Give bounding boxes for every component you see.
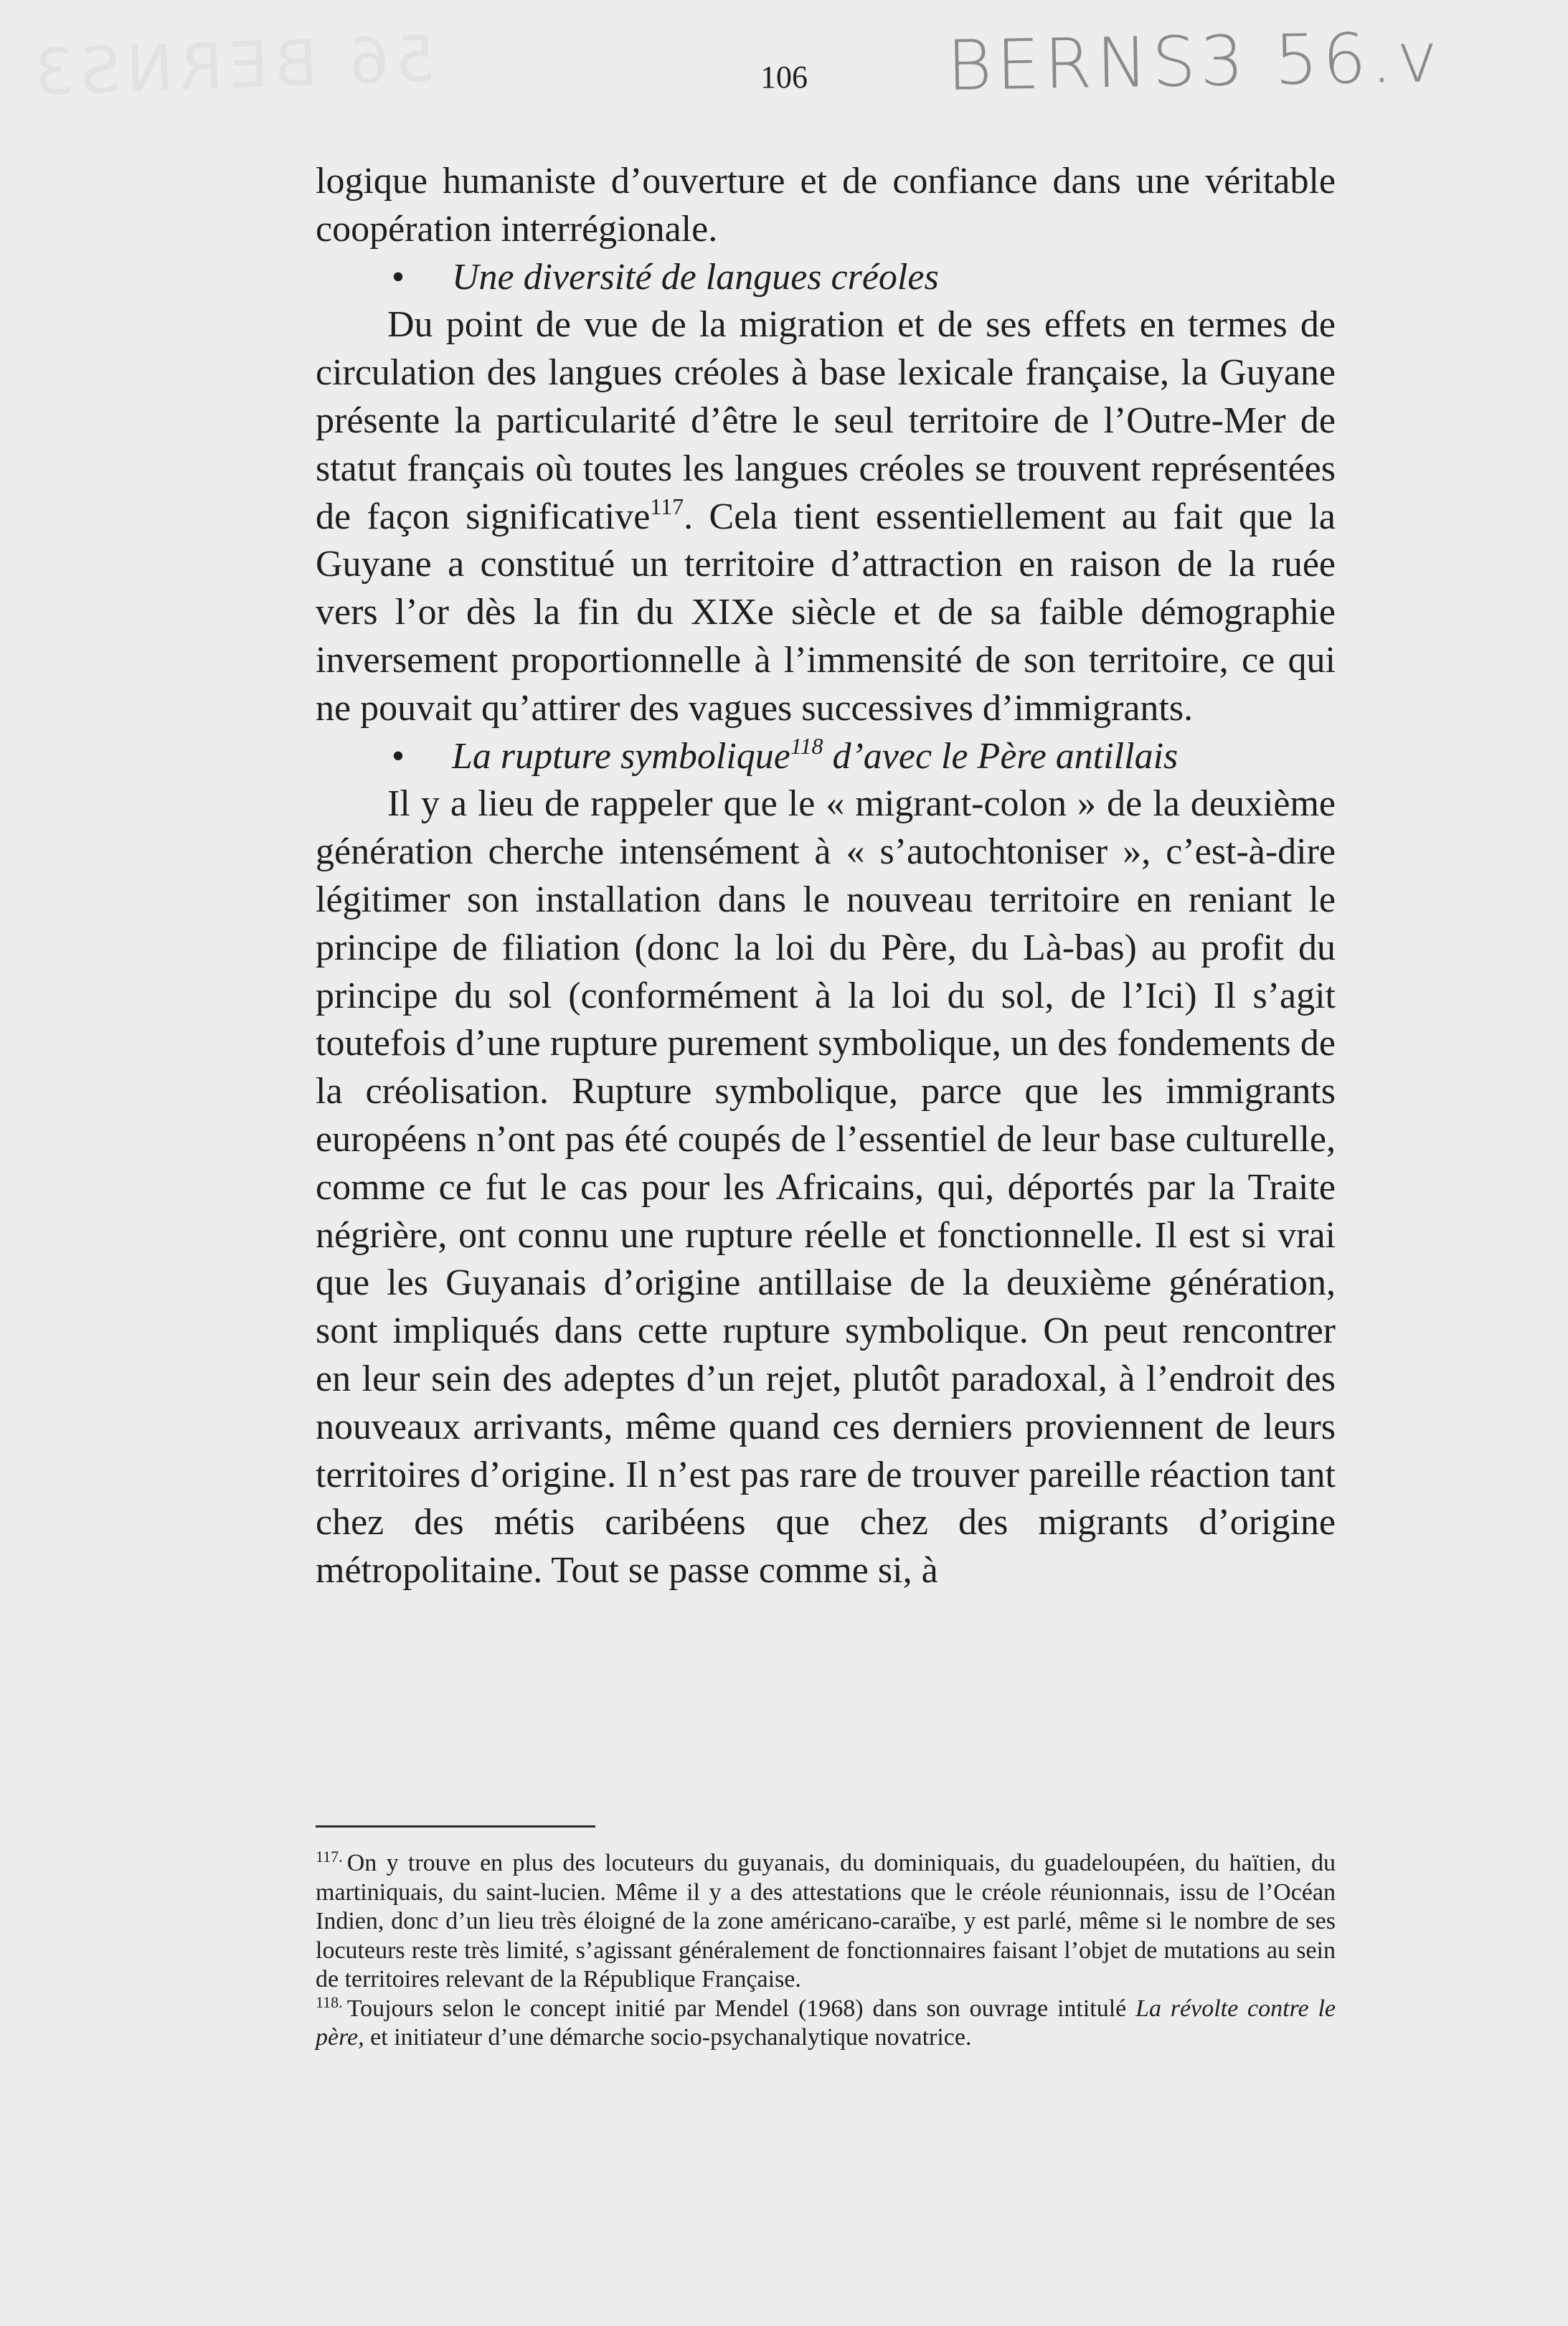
paragraph-migration [316, 301, 1336, 732]
footnote-divider [316, 1825, 595, 1828]
footnote-reference: 117 [650, 493, 684, 519]
section-heading-creole-diversity [316, 254, 1336, 302]
bleed-through-annotation: 56 BERNS3 [27, 22, 437, 110]
page-number: 106 [760, 60, 808, 95]
paragraph-migrant-colon: Il y a lieu de rappeler que le « migrant-colon » de la deuxième génération cherche intensément à « s’autochtoniser », c’est-à-dire légitimer son installation dans le nouveau territoire en reniant le principe de filiation (donc la loi du Père, du Là-bas) au profit du principe du sol (conformément à la loi du sol, de l’Ici) Il s’agit toutefois d’une rupture purement symbolique, un des fondements de la créolisation. Rupture symbolique, parce que les immigrants européens n’ont pas été coupés de l’essentiel de leur base culturelle, comme ce fut le cas pour les Africains, qui, déportés par la Traite négrière, ont connu une rupture réelle et fonctionnelle. Il est si vrai que les Guyanais d’origine antillaise de la deuxième génération, sont impliqués dans cette rupture symbolique. On peut rencontrer en leur sein des adeptes d’un rejet, plutôt paradoxal, à l’endroit des nouveaux arrivants, même quand ces derniers proviennent de leurs territoires d’origine. Il n’est pas rare de trouver pareille réaction tant chez des métis caribéens que chez des migrants d’origine métropolitaine. Tout se passe comme si, à [316, 783, 1336, 1592]
heading-text: La rupture symbolique [452, 735, 790, 777]
bullet-icon: • [391, 256, 405, 298]
paragraph-text: . Cela tient essentiellement au fait que la Guyane a constitué un territoire d’attraction en raison de la ruée vers l’or dès la fin du XIXe siècle et de sa faible démographie inversement proportionnelle à l’immensité de son territoire, ce qui ne pouvait qu’attirer des vagues successives d’immigrants. [316, 496, 1336, 729]
handwritten-annotation: BERNS3 56.v [946, 16, 1442, 107]
footnote-text: On y trouve en plus des locuteurs du guyanais, du dominiquais, du guadeloupéen, du haïtien, du martiniquais, du saint-lucien. Même il y a des attestations que le créole réunionnais, issu de l’Océan Indien, donc d’un lieu très éloigné de la zone américano-caraïbe, y est parlé, même si le nombre de ses locuteurs reste très limité, s’agissant généralement de fonctionnaires faisant l’objet de mutations au sein de territoires relevant de la République Française. [316, 1850, 1336, 1992]
body-text [316, 158, 1336, 1595]
footnotes [316, 1849, 1336, 2053]
bullet-icon: • [391, 735, 405, 777]
paragraph-text: Du point de vue de la migration et de ses effets en termes de circulation des langues créoles à base lexicale française, la Guyane présente la particularité d’être le seul territoire de l’Outre-Mer de statut français où toutes les langues créoles se trouvent représentées de façon significative [316, 304, 1336, 537]
section-heading-symbolic-rupture [316, 733, 1336, 781]
footnote-reference: 118 [790, 732, 823, 759]
paragraph-continuation: logique humaniste d’ouverture et de confiance dans une véritable coopération interrégionale. [316, 161, 1336, 250]
footnote-text: et initiateur d’une démarche socio-psychanalytique novatrice. [364, 2024, 972, 2051]
book-title: La révolte contre le père, [316, 1995, 1336, 2051]
heading-text: d’avec le Père antillais [823, 735, 1179, 777]
heading-text: Une diversité de langues créoles [452, 256, 939, 298]
footnote-118: $^{118.}$ Toujours selon le concept initié par Mendel (1968) dans son ouvrage intitulé La révolte contre le père, et initiateur d’une démarche socio-psychanalytique novatrice. [316, 1992, 1336, 2051]
footnote-text: Toujours selon le concept initié par Mendel (1968) dans son ouvrage intitulé [346, 1995, 1136, 2022]
footnote-117: $^{117.}$ On y trouve en plus des locuteurs du guyanais, du dominiquais, du guadeloupéen, du haïtien, du martiniquais, du saint-lucien. Même il y a des attestations que le créole réunionnais, issu de l’Océan Indien, donc d’un lieu très éloigné de la zone américano-caraïbe, y est parlé, même si le nombre de ses locuteurs reste très limité, s’agissant généralement de fonctionnaires faisant l’objet de mutations au sein de territoires relevant de la République Française. [316, 1848, 1336, 1992]
